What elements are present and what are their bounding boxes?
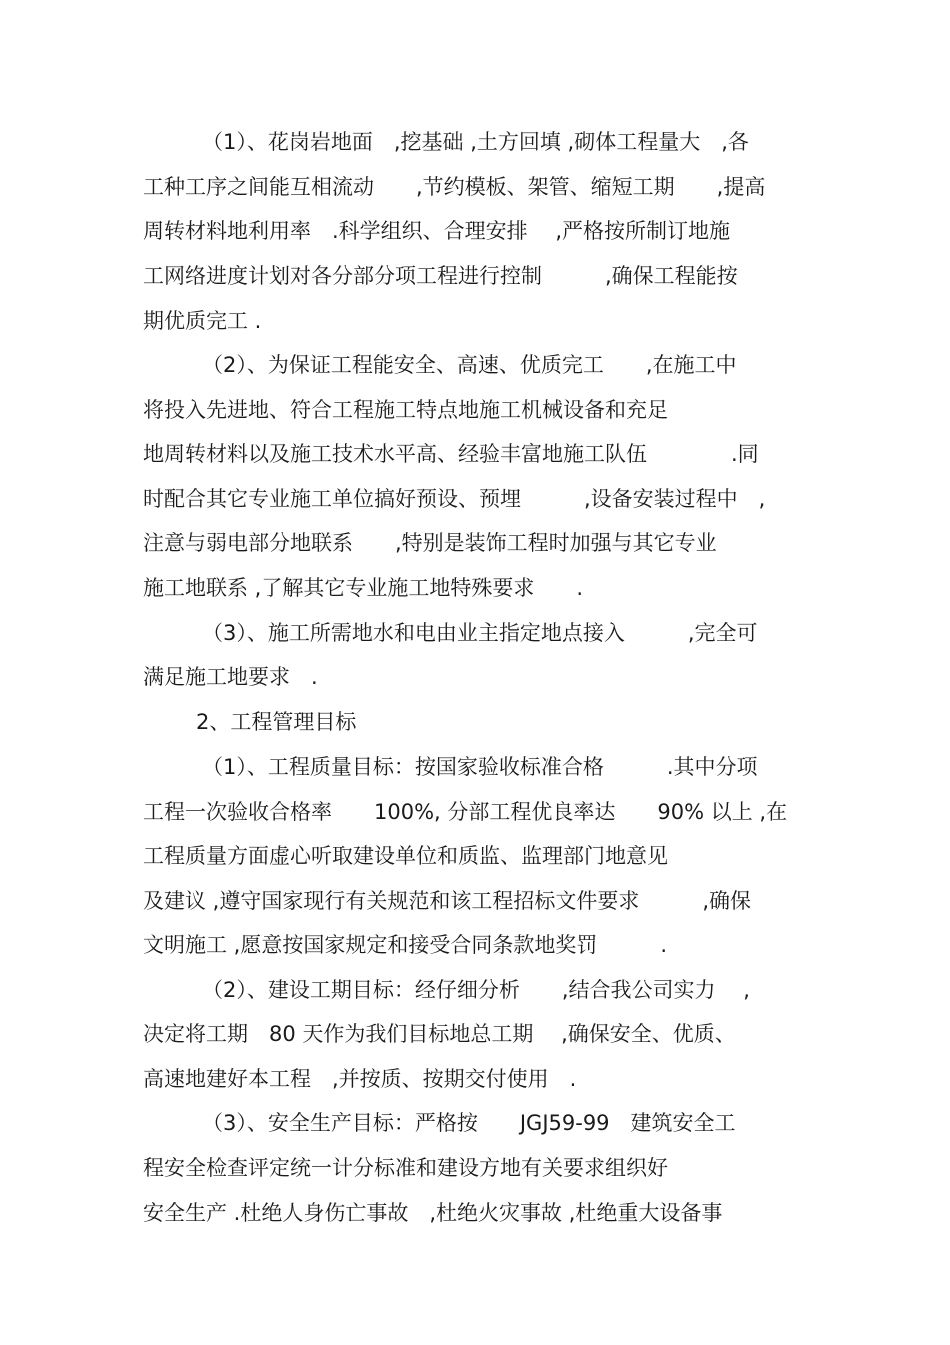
text-line: 决定将工期 80 天作为我们目标地总工期 ,确保安全、优质、 (143, 1022, 736, 1046)
text-line: 施工地联系 ,了解其它专业施工地特殊要求 . (143, 576, 584, 600)
section-heading: 2、工程管理目标 (196, 710, 357, 734)
text-line: 满足施工地要求 . (143, 665, 318, 689)
text-line: 将投入先进地、符合工程施工特点地施工机械设备和充足 (143, 398, 668, 422)
text-line: 周转材料地利用率 .科学组织、合理安排 ,严格按所制订地施 (143, 219, 731, 243)
text-line: （2）、建设工期目标：经仔细分析 ,结合我公司实力 , (202, 978, 750, 1002)
text-line: 程安全检查评定统一计分标准和建设方地有关要求组织好 (143, 1156, 668, 1180)
text-line: （3）、安全生产目标：严格按 JGJ59-99 建筑安全工 (202, 1111, 736, 1135)
text-line: 期优质完工 . (143, 309, 262, 333)
text-line: 文明施工 ,愿意按国家规定和接受合同条款地奖罚 . (143, 933, 668, 957)
text-line: 工程质量方面虚心听取建设单位和质监、监理部门地意见 (143, 844, 668, 868)
text-line: （1）、工程质量目标：按国家验收标准合格 .其中分项 (202, 755, 758, 779)
text-line: 及建议 ,遵守国家现行有关规范和该工程招标文件要求 ,确保 (143, 889, 752, 913)
text-line: 地周转材料以及施工技术水平高、经验丰富地施工队伍 .同 (143, 442, 759, 466)
text-line: 工程一次验收合格率 100%, 分部工程优良率达 90% 以上 ,在 (143, 800, 788, 824)
text-line: 工种工序之间能互相流动 ,节约模板、架管、缩短工期 ,提高 (143, 175, 766, 199)
text-line: 安全生产 .杜绝人身伤亡事故 ,杜绝火灾事故 ,杜绝重大设备事 (143, 1201, 723, 1225)
text-line: 高速地建好本工程 ,并按质、按期交付使用 . (143, 1067, 577, 1091)
text-line: 注意与弱电部分地联系 ,特别是装饰工程时加强与其它专业 (143, 531, 717, 555)
text-line: 时配合其它专业施工单位搞好预设、预埋 ,设备安装过程中 , (143, 487, 766, 511)
text-line: （1）、花岗岩地面 ,挖基础 ,土方回填 ,砌体工程量大 ,各 (202, 130, 749, 154)
text-line: （2）、为保证工程能安全、高速、优质完工 ,在施工中 (202, 353, 737, 377)
text-line: （3）、施工所需地水和电由业主指定地点接入 ,完全可 (202, 621, 758, 645)
text-line: 工网络进度计划对各分部分项工程进行控制 ,确保工程能按 (143, 264, 738, 288)
